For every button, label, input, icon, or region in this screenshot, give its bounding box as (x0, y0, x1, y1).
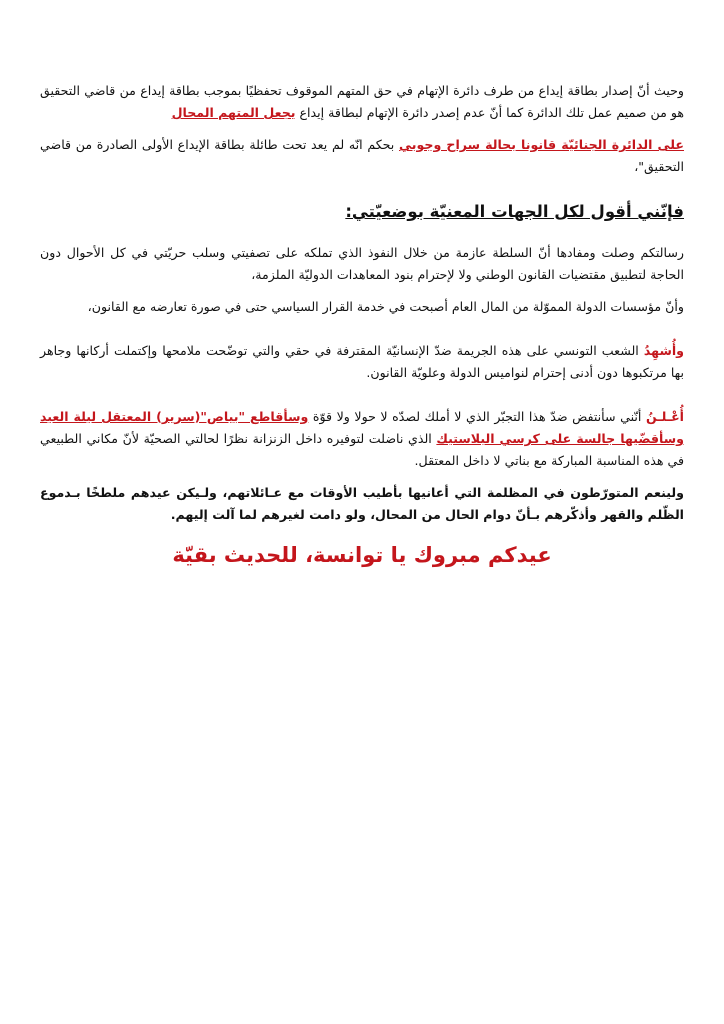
paragraph-text: بحكم انّه لم يعد تحت طائلة بطاقة الإيداع الأولى الصادرة من قاضي التحقيق"، (40, 137, 684, 174)
paragraph-warning: ولينعم المتورّطون في المظلمة التي أعانيها بأطيب الأوقات مع عـائلاتهم، ولـيكن عيدهم ملطخًا بـدموع الظّلم والقهر وأذكّرهم بـأنّ دوام الحال من المحال، ولو دامت لغيرهم لما آلت إليهم. (40, 485, 684, 522)
paragraph-state-institutions: وأنّ مؤسسات الدولة المموّلة من المال العام أصبحت في خدمة القرار السياسي حتى في صورة تعارضه مع القانون، (87, 299, 684, 314)
highlighted-phrase: وسأقاطع "بياص"(سرير) المعتقل ليلة العيد وسأقضّيها جالسة على كرسي البلاستيك (40, 409, 684, 446)
emphasized-verb: وأُشهِدُ (643, 343, 684, 358)
closing-line: عيدكم مبروك يا توانسة، للحديث بقيّة (172, 543, 552, 567)
highlighted-phrase: على الدائرة الجنائيّة قانونا بحالة سراح وجوبي (399, 137, 684, 152)
paragraph-mandatory-release (40, 134, 684, 178)
paragraph-declaration (40, 406, 684, 472)
section-heading: فإنّني أقول لكل الجهات المعنيّة بوضعيّتي: (345, 202, 684, 221)
letter-page (40, 80, 684, 570)
paragraph-text: الشعب التونسي على هذه الجريمة ضدّ الإنسانيّة المقترفة في حقي والتي توضّحت ملامحها وإكتملت أركانها وجاهر بها مرتكبوها دون أدنى إحترام لنواميس الدولة وعلويّة القانون. (40, 343, 684, 380)
emphasized-verb: أُعْـلـنُ (645, 409, 684, 424)
paragraph-detention-order (40, 80, 684, 124)
paragraph-message-received: رسالتكم وصلت ومفادها أنّ السلطة عازمة من خلال النفوذ الذي تملكه على تصفيتي وسلب حريّتي في كل الأحوال دون الحاجة لتطبيق مقتضيات القانون الوطني ولا لإحترام بنود المعاهدات الدوليّة الملزمة، (40, 245, 684, 282)
paragraph-witness (40, 340, 684, 384)
paragraph-text: أنّني سأنتفض ضدّ هذا التجبّر الذي لا أملك لصدّه لا حولا ولا قوّة (308, 409, 646, 424)
paragraph-text: وحيث أنّ إصدار بطاقة إيداع من طرف دائرة الإتهام في حق المتهم الموقوف تحفظيًا بموجب بطاقة إيداع من قاضي التحقيق هو من صميم عمل تلك الدائرة كما أنّ عدم إصدر دائرة الإتهام لبطاقة إيداع (40, 83, 684, 120)
paragraph-text: الذي ناضلت لتوفيره داخل الزنزانة نظرًا لحالتي الصحيّة لأنّ مكاني الطبيعي في هذه المناسبة المباركة مع بناتي لا داخل المعتقل. (40, 431, 684, 468)
highlighted-phrase: يجعل المتهم المحال (171, 105, 296, 120)
